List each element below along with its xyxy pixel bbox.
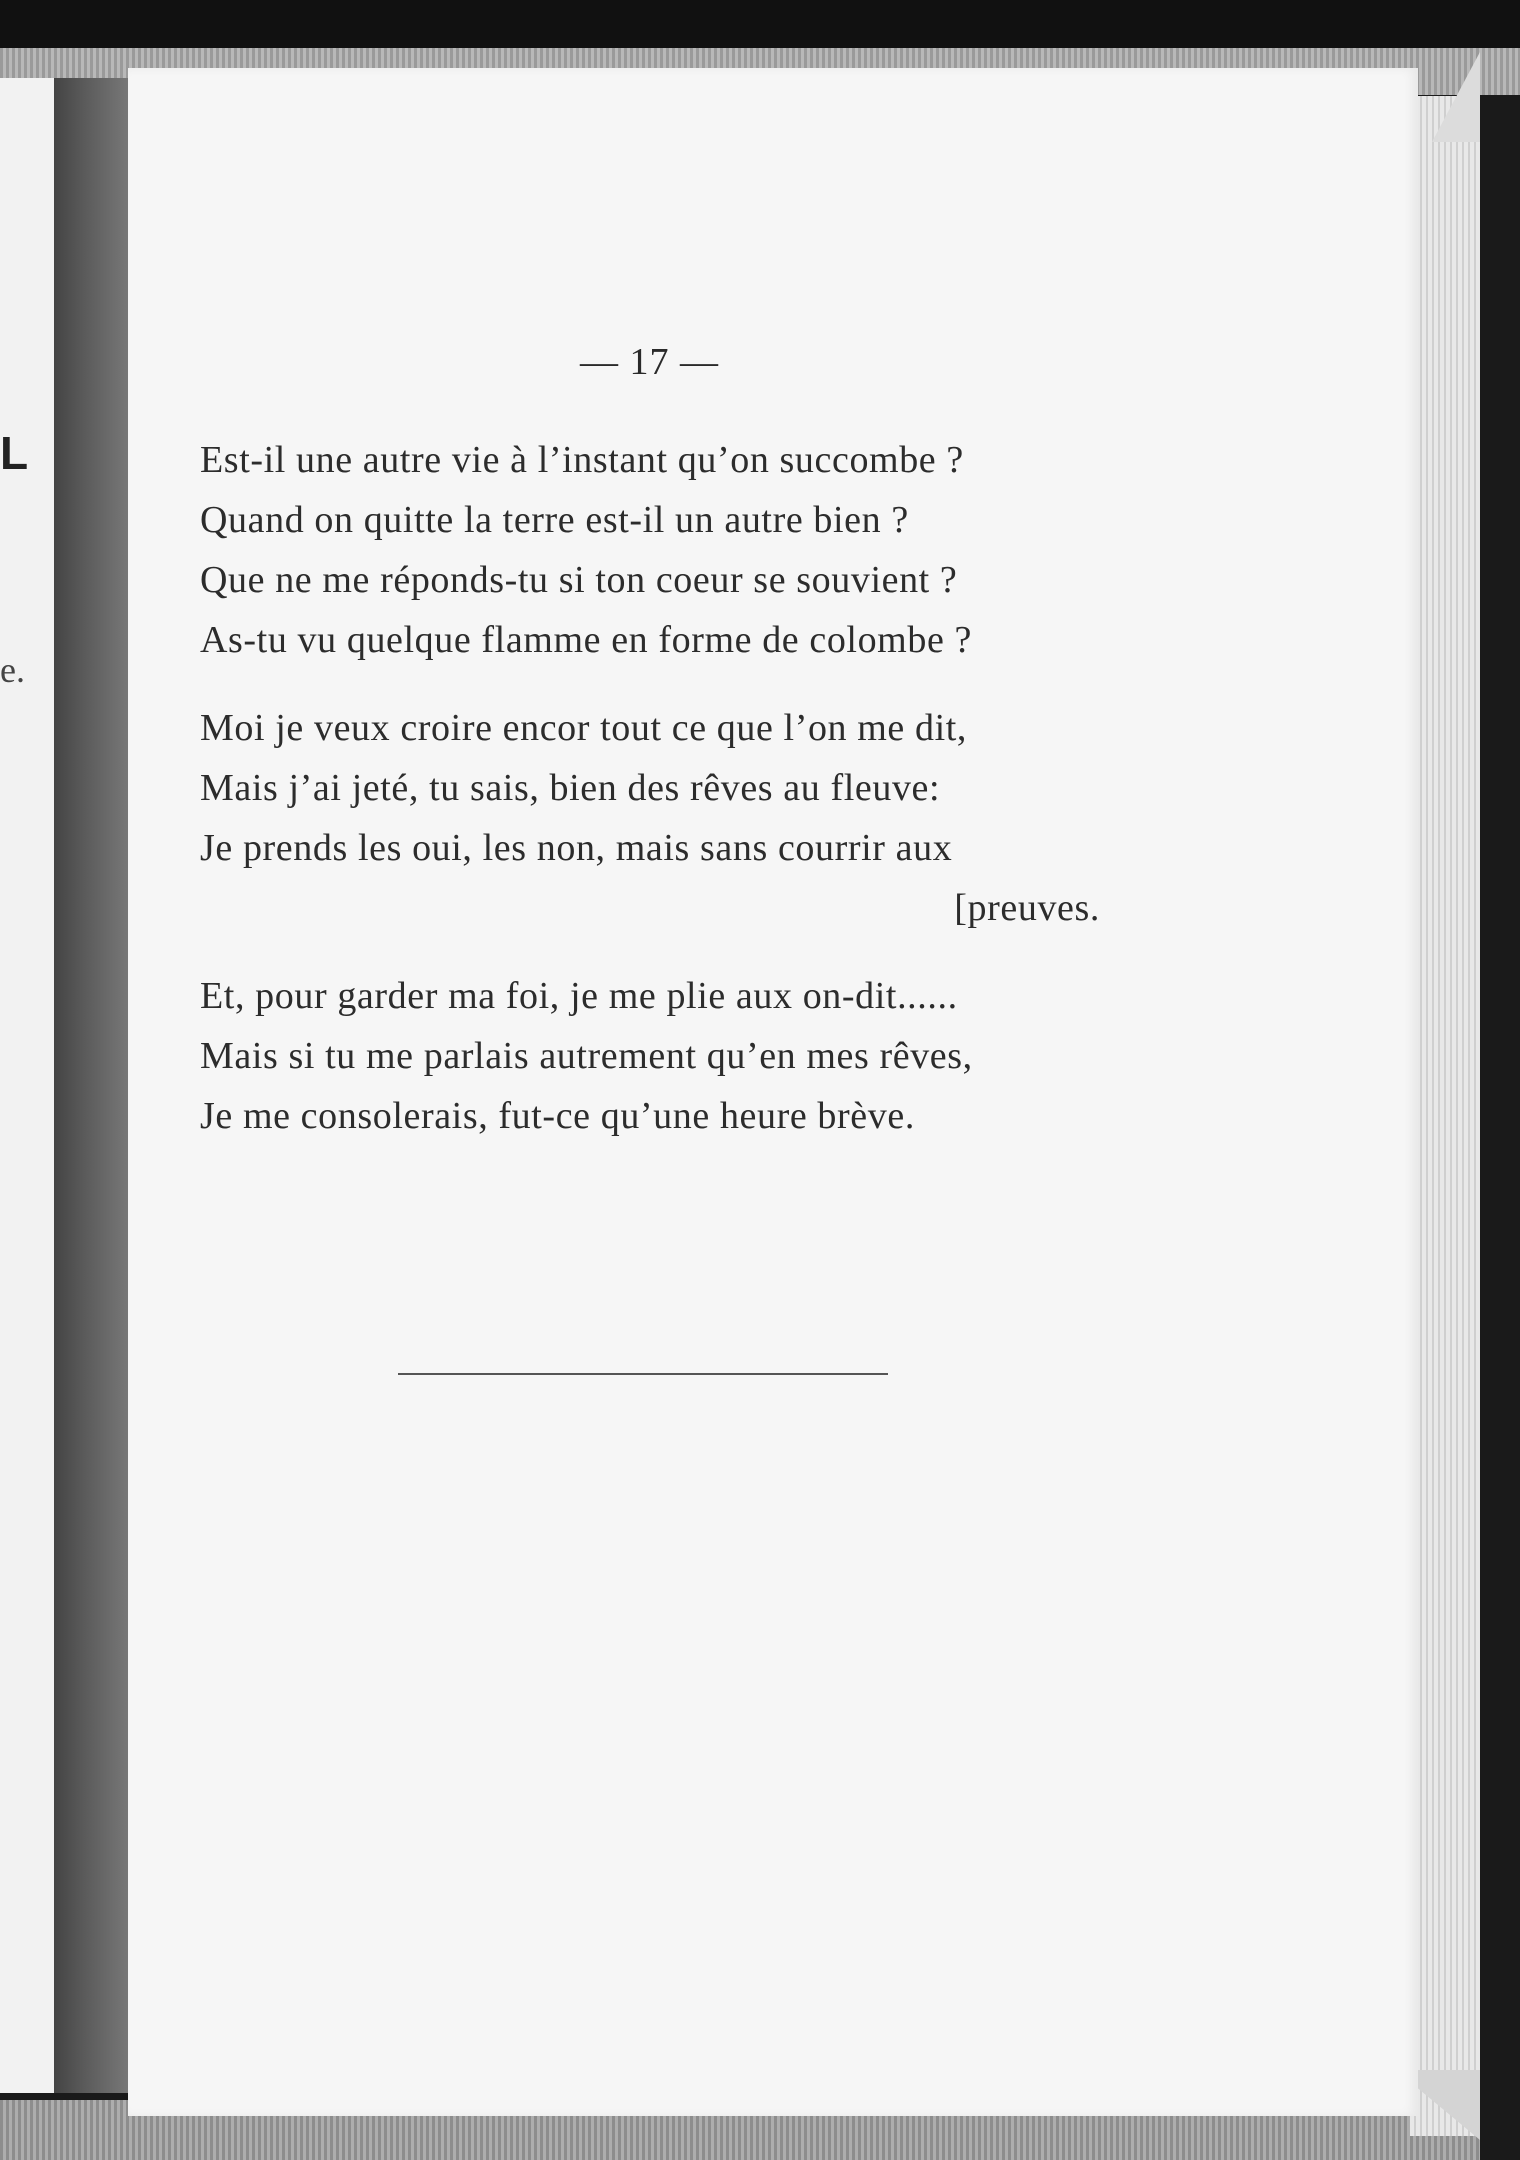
scan-top-border bbox=[0, 0, 1520, 48]
binding-gutter bbox=[54, 78, 128, 2093]
poem-line: Moi je veux croire encor tout ce que l’on me dit, bbox=[200, 707, 967, 749]
top-corner-fold bbox=[1432, 52, 1480, 142]
poem-line: Est-il une autre vie à l’instant qu’on succombe ? bbox=[200, 439, 964, 481]
poem bbox=[200, 430, 1230, 1174]
stanza-2 bbox=[200, 698, 1230, 938]
facing-page-punct: e. bbox=[0, 650, 25, 690]
poem-line: Mais si tu me parlais autrement qu’en mes rêves, bbox=[200, 1035, 973, 1077]
stanza-1 bbox=[200, 430, 1230, 670]
facing-page-letter: L bbox=[0, 427, 29, 479]
poem-line: Que ne me réponds-tu si ton coeur se souvient ? bbox=[200, 559, 958, 601]
page-number: — 17 — bbox=[580, 341, 719, 383]
right-shadow bbox=[1480, 96, 1520, 2160]
poem-line-continuation: [preuves. bbox=[954, 887, 1100, 929]
end-rule bbox=[398, 1373, 888, 1375]
book-page bbox=[128, 68, 1418, 2116]
poem-line: Et, pour garder ma foi, je me plie aux on-dit...... bbox=[200, 975, 958, 1017]
page-edge-stack bbox=[1410, 96, 1480, 2136]
poem-line: Je prends les oui, les non, mais sans courrir aux bbox=[200, 827, 953, 869]
stanza-3 bbox=[200, 966, 1230, 1146]
poem-line: As-tu vu quelque flamme en forme de colombe ? bbox=[200, 619, 972, 661]
poem-line: Mais j’ai jeté, tu sais, bien des rêves au fleuve: bbox=[200, 767, 941, 809]
poem-line: Quand on quitte la terre est-il un autre bien ? bbox=[200, 499, 909, 541]
poem-line: Je me consolerais, fut-ce qu’une heure brève. bbox=[200, 1095, 915, 1137]
